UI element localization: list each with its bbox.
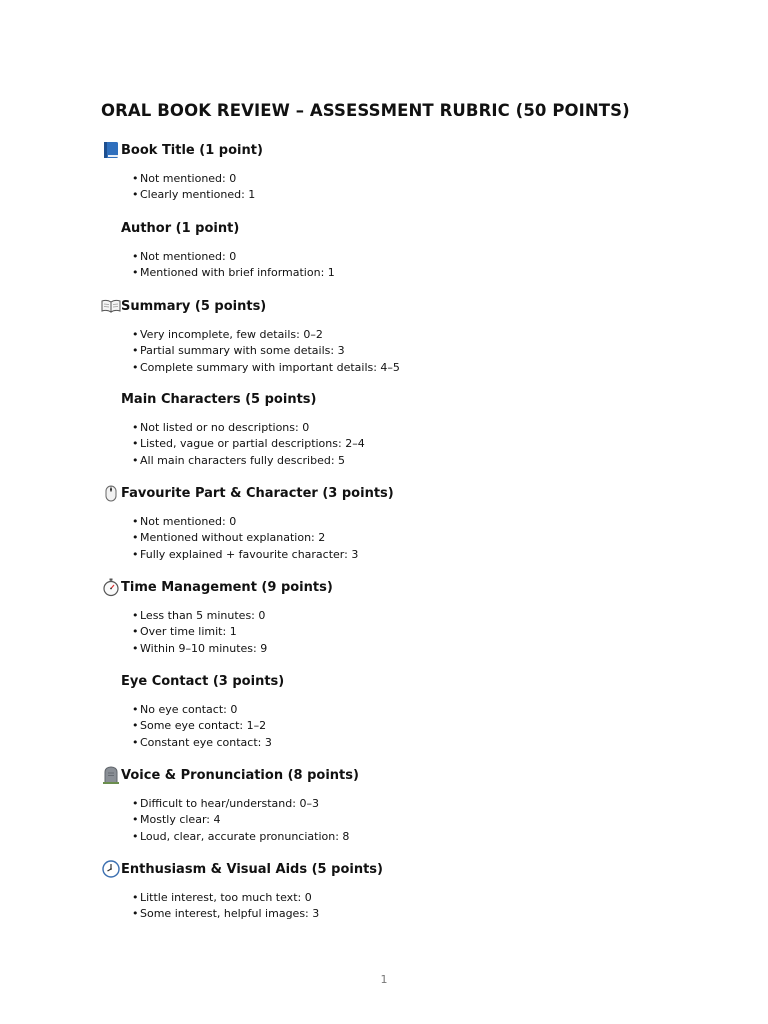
list-item-text: Complete summary with important details: 4–5 — [140, 360, 400, 374]
list-item — [132, 890, 701, 906]
bullet: • — [132, 172, 139, 185]
bullet: • — [132, 360, 139, 374]
rubric-section — [101, 859, 701, 923]
criteria-list — [132, 171, 701, 204]
icon-spacer — [101, 389, 121, 409]
list-item-text: Mentioned with brief information: 1 — [140, 266, 335, 280]
list-item-text: Very incomplete, few details: 0–2 — [140, 328, 323, 341]
criteria-list — [132, 420, 701, 469]
bullet: • — [132, 421, 139, 434]
bullet: • — [132, 625, 139, 639]
list-item — [132, 530, 701, 546]
criteria-list — [132, 514, 701, 563]
list-item — [132, 547, 701, 563]
list-item-text: Difficult to hear/understand: 0–3 — [140, 797, 319, 810]
list-item — [132, 265, 701, 281]
list-item — [132, 702, 701, 718]
bullet: • — [132, 891, 139, 904]
criteria-list — [132, 608, 701, 657]
criteria-list — [132, 702, 701, 751]
bullet: • — [132, 609, 139, 622]
section-heading-text: Main Characters (5 points) — [121, 391, 317, 407]
rubric-section — [101, 389, 701, 469]
clock-icon — [101, 859, 121, 879]
bullet: • — [132, 907, 139, 921]
criteria-list — [132, 327, 701, 376]
section-heading — [101, 389, 701, 409]
list-item — [132, 171, 701, 187]
list-item-text: Not listed or no descriptions: 0 — [140, 421, 310, 434]
list-item — [132, 360, 701, 376]
bullet: • — [132, 328, 139, 341]
list-item-text: Little interest, too much text: 0 — [140, 891, 312, 904]
list-item — [132, 624, 701, 640]
icon-spacer — [101, 671, 121, 691]
page-number: 1 — [380, 973, 388, 986]
bullet: • — [132, 703, 139, 716]
list-item-text: Not mentioned: 0 — [140, 515, 237, 528]
section-heading — [101, 218, 701, 238]
list-item-text: Loud, clear, accurate pronunciation: 8 — [140, 829, 350, 843]
list-item-text: Constant eye contact: 3 — [140, 735, 272, 749]
list-item-text: Partial summary with some details: 3 — [140, 344, 345, 358]
bullet: • — [132, 515, 139, 528]
list-item — [132, 420, 701, 436]
section-heading-text: Summary (5 points) — [121, 298, 267, 314]
blue-book-icon — [101, 140, 121, 160]
section-heading-text: Author (1 point) — [121, 220, 240, 236]
section-heading-text: Enthusiasm & Visual Aids (5 points) — [121, 861, 383, 877]
section-heading — [101, 671, 701, 691]
list-item-text: All main characters fully described: 5 — [140, 453, 346, 467]
stopwatch-icon — [101, 577, 121, 597]
list-item — [132, 641, 701, 657]
bullet: • — [132, 719, 139, 733]
list-item-text: Clearly mentioned: 1 — [140, 188, 256, 202]
list-item — [132, 436, 701, 452]
list-item — [132, 514, 701, 530]
list-item — [132, 829, 701, 845]
section-heading — [101, 296, 701, 316]
bullet: • — [132, 437, 139, 451]
page-title: ORAL BOOK REVIEW – ASSESSMENT RUBRIC (50 POINTS) — [101, 101, 630, 120]
section-heading-text: Time Management (9 points) — [121, 579, 333, 595]
criteria-list — [132, 796, 701, 845]
section-heading-text: Eye Contact (3 points) — [121, 673, 285, 689]
headstone-icon — [101, 765, 121, 785]
bullet: • — [132, 813, 139, 827]
open-book-icon — [101, 296, 121, 316]
bullet: • — [132, 547, 139, 561]
section-heading — [101, 859, 701, 879]
bullet: • — [132, 641, 139, 655]
list-item-text: Listed, vague or partial descriptions: 2–4 — [140, 437, 365, 451]
icon-spacer — [101, 218, 121, 238]
list-item-text: Not mentioned: 0 — [140, 172, 237, 185]
list-item — [132, 249, 701, 265]
list-item — [132, 187, 701, 203]
bullet: • — [132, 829, 139, 843]
bullet: • — [132, 266, 139, 280]
rubric-section — [101, 577, 701, 657]
rubric-section — [101, 296, 701, 376]
rubric-section — [101, 765, 701, 845]
list-item — [132, 343, 701, 359]
section-heading — [101, 483, 701, 503]
rubric-section — [101, 671, 701, 751]
bullet: • — [132, 531, 139, 545]
rubric-section — [101, 218, 701, 282]
list-item-text: Less than 5 minutes: 0 — [140, 609, 266, 622]
bullet: • — [132, 453, 139, 467]
list-item — [132, 718, 701, 734]
list-item — [132, 608, 701, 624]
list-item-text: Some interest, helpful images: 3 — [140, 907, 320, 921]
section-heading-text: Voice & Pronunciation (8 points) — [121, 767, 359, 783]
list-item-text: Not mentioned: 0 — [140, 250, 237, 263]
criteria-list — [132, 249, 701, 282]
computer-mouse-icon — [101, 483, 121, 503]
list-item — [132, 735, 701, 751]
section-heading-text: Book Title (1 point) — [121, 142, 263, 158]
bullet: • — [132, 797, 139, 810]
section-heading — [101, 765, 701, 785]
section-heading — [101, 577, 701, 597]
bullet: • — [132, 344, 139, 358]
list-item-text: Mentioned without explanation: 2 — [140, 531, 326, 545]
list-item-text: Over time limit: 1 — [140, 625, 237, 639]
bullet: • — [132, 188, 139, 202]
list-item-text: Some eye contact: 1–2 — [140, 719, 267, 733]
list-item — [132, 453, 701, 469]
bullet: • — [132, 735, 139, 749]
list-item-text: Fully explained + favourite character: 3 — [140, 547, 359, 561]
criteria-list — [132, 890, 701, 923]
section-heading-text: Favourite Part & Character (3 points) — [121, 485, 394, 501]
bullet: • — [132, 250, 139, 263]
list-item — [132, 796, 701, 812]
list-item-text: No eye contact: 0 — [140, 703, 238, 716]
list-item — [132, 906, 701, 922]
rubric-section — [101, 483, 701, 563]
list-item-text: Mostly clear: 4 — [140, 813, 221, 827]
section-heading — [101, 140, 701, 160]
list-item — [132, 812, 701, 828]
list-item — [132, 327, 701, 343]
list-item-text: Within 9–10 minutes: 9 — [140, 641, 268, 655]
rubric-section — [101, 140, 701, 204]
